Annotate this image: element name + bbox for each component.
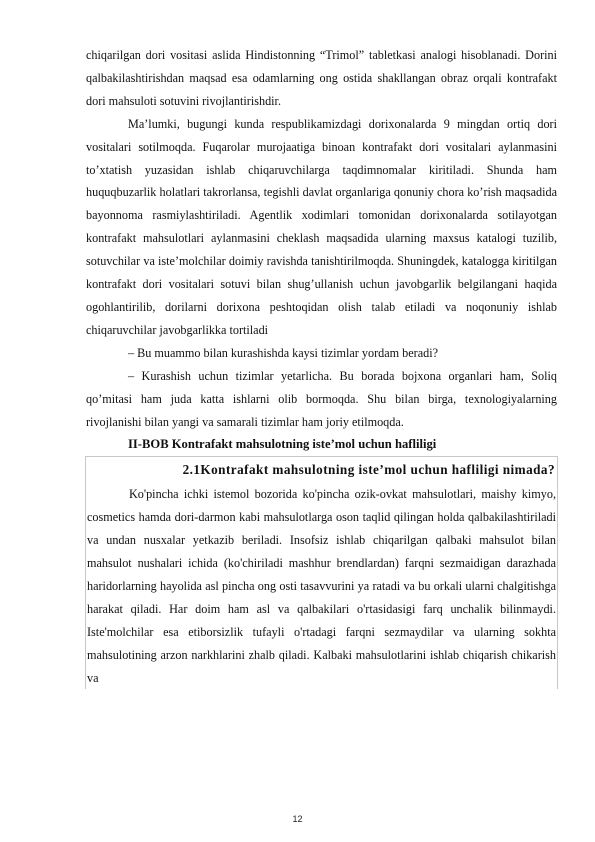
section-box bbox=[85, 456, 558, 689]
section-title: 2.1Kontrafakt mahsulotning iste’mol uchun hafliligi nimada? bbox=[182, 462, 555, 478]
paragraph-section-body: Ko'pincha ichki istemol bozorida ko'pincha ozik-ovkat mahsulotlari, maishy kimyo, cosmetics hamda dori-darmon kabi mahsulotlarga oson taqlid qilingan holda qalbakilashtiriladi va undan nusxalar yetkazib beriladi. Insofsiz ishlab chiqarilgan qalbaki mahsulot bilan mahsulot nushalari ichida (ko'chiriladi mashhur brendlardan) farqni sezmaidigan darazhada haridorlarning hayolida asl pincha ong osti tasavvurini ya ratadi va bu orkali ularni chalgitishga harakat qiladi. Har doim ham asl va qalbakilari o'rtasidasigi farq unchalik bilinmaydi. Iste'molchilar esa etiborsizlik tufayli o'rtadagi farqni sezmaydilar va ularning sokhta mahsulotining arzon narkhlarini zhalb qiladi. Kalbaki mahsulotlarini ishlab chiqarish chikarish va bbox=[87, 487, 556, 685]
paragraph-question: – Bu muammo bilan kurashishda kaysi tizimlar yordam beradi? bbox=[128, 345, 439, 360]
paragraph-1: chiqarilgan dori vositasi aslida Hindistonning “Trimol” tabletkasi analogi hisoblanadi. Dorini qalbakilashtirishdan maqsad esa odamlarning ong ostida shakllangan obraz orqali kontrafakt dori mahsuloti sotuvini rivojlantirishdir. bbox=[86, 48, 557, 108]
page-number: 12 bbox=[292, 814, 303, 824]
paragraph-2: Ma’lumki, bugungi kunda respublikamizdagi dorixonalarda 9 mingdan ortiq dori vositalari sotilmoqda. Fuqarolar murojaatiga binoan kontrafakt dori vositalari aylanmasini to’xtatish yuzasidan ishlab chiqaruvchilarga taqdimnomalar kiritiladi. Shunda ham huquqbuzarlik holatlari takrorlansa, tegishli davlat organlariga qonuniy chora ko’rish maqsadida bayonnoma rasmiylashtiriladi. Agentlik xodimlari tomonidan dorixonalarda sotilayotgan kontrafakt mahsulotlari aylanmasini cheklash maqsadida ularning maxsus katalogi tuzilib, sotuvchilar va iste’molchilar doimiy ravishda tanishtirilmoqda. Shuningdek, katalogga kiritilgan kontrafakt dori vositalari sotuvi bilan shug’ullanish uchun javobgarlik belgilangani haqida ogohlantirilib, dorilarni dorixona peshtoqidan olish talab etiladi va noqonuniy ishlab chiqaruvchilar javobgarlikka tortiladi bbox=[86, 116, 557, 337]
paragraph-answer: – Kurashish uchun tizimlar yetarlicha. Bu borada bojxona organlari ham, Soliq qo’mitasi ham juda katta ishlarni olib bormoqda. Shu bilan birga, texnologiyalarning rivojlanishi bilan yangi va samarali tizimlar ham joriy etilmoqda. bbox=[86, 368, 557, 429]
chapter-title: II-BOB Kontrafakt mahsulotning iste’mol uchun hafliligi bbox=[128, 437, 437, 452]
document-page bbox=[86, 44, 557, 689]
